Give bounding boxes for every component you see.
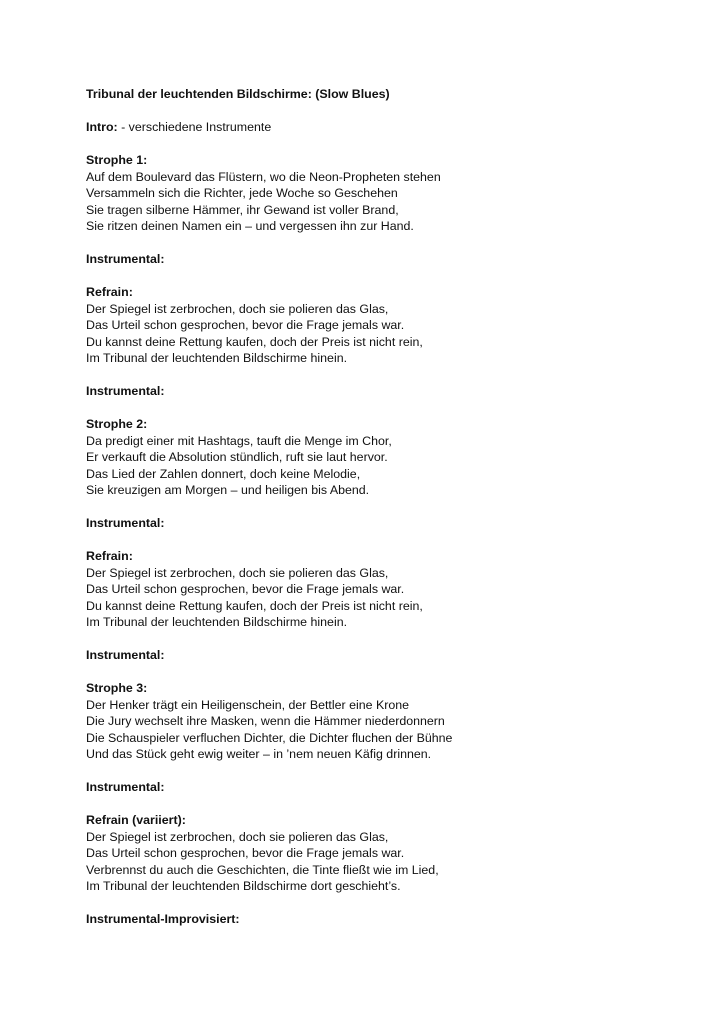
lyric-line: Der Spiegel ist zerbrochen, doch sie polieren das Glas,: [86, 829, 389, 844]
document-page: [86, 86, 686, 928]
lyric-line: Das Urteil schon gesprochen, bevor die Frage jemals war.: [86, 318, 405, 332]
spacer: [86, 895, 686, 912]
intro-line: [86, 119, 686, 136]
section-heading: Strophe 1:: [86, 153, 148, 167]
spacer: [86, 796, 686, 813]
section-heading: Instrumental:: [86, 516, 165, 530]
lyric-line: Das Urteil schon gesprochen, bevor die Frage jemals war.: [86, 846, 405, 860]
lyric-line: Da predigt einer mit Hashtags, tauft die Menge im Chor,: [86, 433, 392, 448]
lyrics-section: [86, 515, 686, 548]
lyrics-section: [86, 251, 686, 284]
spacer: [86, 631, 686, 648]
lyric-line: Sie kreuzigen am Morgen – und heiligen bis Abend.: [86, 483, 370, 497]
spacer: [86, 499, 686, 516]
lyric-line: Und das Stück geht ewig weiter – in ’nem neuen Käfig drinnen.: [86, 747, 432, 761]
section-heading: Strophe 3:: [86, 681, 148, 695]
lyric-line: Du kannst deine Rettung kaufen, doch der Preis ist nicht rein,: [86, 334, 423, 349]
section-heading: Refrain (variiert):: [86, 813, 186, 827]
lyric-line: Die Jury wechselt ihre Masken, wenn die Hämmer niederdonnern: [86, 714, 445, 728]
lyrics-section: [86, 383, 686, 416]
spacer: [86, 763, 686, 780]
lyric-line: Das Lied der Zahlen donnert, doch keine Melodie,: [86, 466, 361, 481]
lyric-line: Versammeln sich die Richter, jede Woche so Geschehen: [86, 186, 398, 200]
spacer: [86, 268, 686, 285]
lyrics-section: [86, 680, 686, 779]
lyric-line: Im Tribunal der leuchtenden Bildschirme hinein.: [86, 351, 348, 365]
intro-label: Intro:: [86, 120, 118, 134]
section-heading: Strophe 2:: [86, 417, 148, 431]
section-heading: Instrumental:: [86, 648, 165, 662]
lyrics-sections: [86, 152, 686, 928]
lyric-line: Das Urteil schon gesprochen, bevor die Frage jemals war.: [86, 582, 405, 596]
lyrics-section: [86, 911, 686, 928]
lyrics-section: [86, 284, 686, 383]
spacer: [86, 103, 686, 120]
lyric-line: Sie ritzen deinen Namen ein – und vergessen ihn zur Hand.: [86, 219, 414, 233]
spacer: [86, 664, 686, 681]
spacer: [86, 367, 686, 384]
spacer: [86, 136, 686, 153]
lyrics-section: [86, 812, 686, 911]
section-heading: Instrumental:: [86, 384, 165, 398]
lyric-line: Im Tribunal der leuchtenden Bildschirme dort geschieht’s.: [86, 879, 401, 893]
lyrics-section: [86, 548, 686, 647]
lyric-line: Der Spiegel ist zerbrochen, doch sie polieren das Glas,: [86, 565, 389, 580]
lyric-line: Der Spiegel ist zerbrochen, doch sie polieren das Glas,: [86, 301, 389, 316]
lyric-line: Die Schauspieler verfluchen Dichter, die Dichter fluchen der Bühne: [86, 730, 453, 745]
section-heading: Instrumental-Improvisiert:: [86, 912, 240, 926]
lyric-line: Im Tribunal der leuchtenden Bildschirme hinein.: [86, 615, 348, 629]
lyric-line: Der Henker trägt ein Heiligenschein, der Bettler eine Krone: [86, 697, 410, 712]
lyric-line: Verbrennst du auch die Geschichten, die Tinte fließt wie im Lied,: [86, 862, 439, 877]
intro-text: - verschiedene Instrumente: [117, 120, 272, 134]
lyric-line: Sie tragen silberne Hämmer, ihr Gewand ist voller Brand,: [86, 202, 399, 217]
lyrics-section: [86, 416, 686, 515]
section-heading: Instrumental:: [86, 780, 165, 794]
lyrics-section: [86, 779, 686, 812]
spacer: [86, 532, 686, 549]
lyric-line: Auf dem Boulevard das Flüstern, wo die Neon-Propheten stehen: [86, 169, 441, 184]
spacer: [86, 400, 686, 417]
lyrics-section: [86, 647, 686, 680]
section-heading: Refrain:: [86, 285, 133, 299]
song-title: Tribunal der leuchtenden Bildschirme: (Slow Blues): [86, 87, 390, 101]
spacer: [86, 235, 686, 252]
section-heading: Refrain:: [86, 549, 133, 563]
lyrics-section: [86, 152, 686, 251]
section-heading: Instrumental:: [86, 252, 165, 266]
lyric-line: Er verkauft die Absolution stündlich, ruft sie laut hervor.: [86, 450, 388, 464]
lyric-line: Du kannst deine Rettung kaufen, doch der Preis ist nicht rein,: [86, 598, 423, 613]
